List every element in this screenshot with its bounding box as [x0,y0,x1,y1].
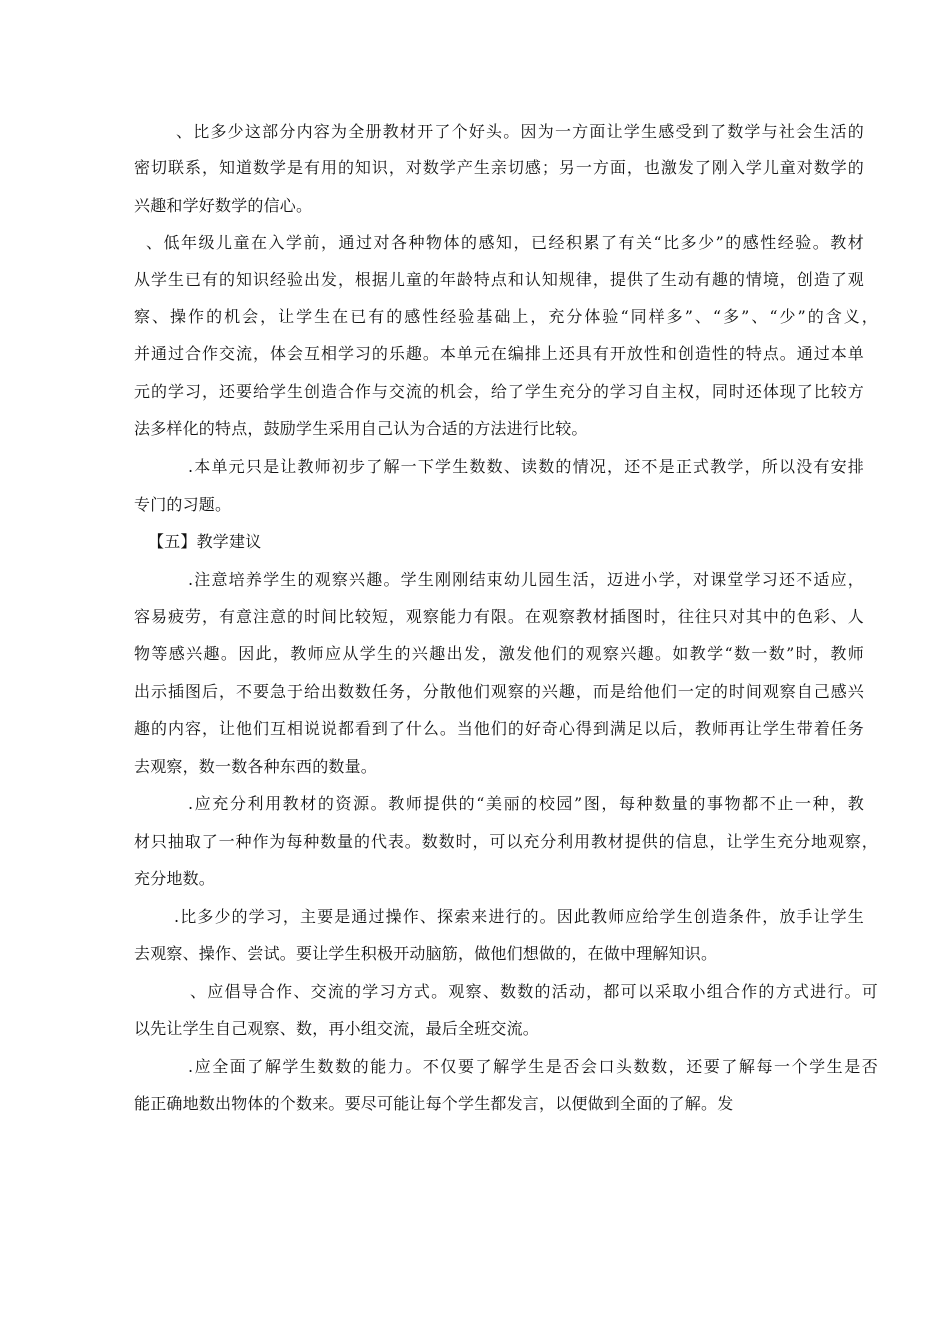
text-line: 、低年级儿童在入学前，通过对各种物体的感知，已经积累了有关“比多少”的感性经验。教材 [146,233,864,252]
text-line: .应全面了解学生数数的能力。不仅要了解学生是否会口头数数，还要了解每一个学生是否 [188,1057,878,1076]
text-line: 出示插图后，不要急于给出数数任务，分散他们观察的兴趣，而是给他们一定的时间观察自己感兴 [134,682,864,701]
text-line: 物等感兴趣。因此，教师应从学生的兴趣出发，激发他们的观察兴趣。如教学“数一数”时，教师 [134,644,864,663]
text-line: .应充分利用教材的资源。教师提供的“美丽的校园”图，每种数量的事物都不止一种，教 [188,794,864,813]
text-line: 从学生已有的知识经验出发，根据儿童的年龄特点和认知规律，提供了生动有趣的情境，创造了观 [134,270,864,289]
text-line: 去观察，数一数各种东西的数量。 [134,757,378,776]
text-line: 法多样化的特点，鼓励学生采用自己认为合适的方法进行比较。 [134,419,588,438]
text-line: .注意培养学生的观察兴趣。学生刚刚结束幼儿园生活，迈进小学，对课堂学习还不适应， [188,570,864,589]
section-heading: 【五】教学建议 [148,532,262,551]
text-line: 趣的内容，让他们互相说说都看到了什么。当他们的好奇心得到满足以后，教师再让学生带着任务 [134,719,864,738]
text-line: 元的学习，还要给学生创造合作与交流的机会，给了学生充分的学习自主权，同时还体现了比较方 [134,382,864,401]
text-line: 容易疲劳，有意注意的时间比较短，观察能力有限。在观察教材插图时，往往只对其中的色彩、人 [134,607,864,626]
text-line: 兴趣和学好数学的信心。 [134,196,313,215]
text-line: .本单元只是让教师初步了解一下学生数数、读数的情况，还不是正式教学，所以没有安排 [188,457,864,476]
text-line: 专门的习题。 [134,495,232,514]
text-line: 、比多少这部分内容为全册教材开了个好头。因为一方面让学生感受到了数学与社会生活的 [176,122,864,141]
text-line: 充分地数。 [134,869,216,888]
text-line: 、应倡导合作、交流的学习方式。观察、数数的活动，都可以采取小组合作的方式进行。可 [190,982,878,1001]
text-line: 材只抽取了一种作为每种数量的代表。数数时，可以充分利用教材提供的信息，让学生充分地观察， [134,832,878,851]
text-line: 去观察、操作、尝试。要让学生积极开动脑筋，做他们想做的，在做中理解知识。 [134,944,718,963]
text-line: 密切联系，知道数学是有用的知识，对数学产生亲切感；另一方面，也激发了刚入学儿童对数学的 [134,158,864,177]
text-line: 能正确地数出物体的个数来。要尽可能让每个学生都发言，以便做到全面的了解。发 [134,1094,734,1113]
text-line: 以先让学生自己观察、数，再小组交流，最后全班交流。 [134,1019,540,1038]
text-line: .比多少的学习，主要是通过操作、探索来进行的。因此教师应给学生创造条件，放手让学生 [174,907,864,926]
text-line: 并通过合作交流，体会互相学习的乐趣。本单元在编排上还具有开放性和创造性的特点。通过本单 [134,344,864,363]
text-line: 察、操作的机会，让学生在已有的感性经验基础上，充分体验“同样多”、“多”、“少”的含义， [134,307,878,326]
